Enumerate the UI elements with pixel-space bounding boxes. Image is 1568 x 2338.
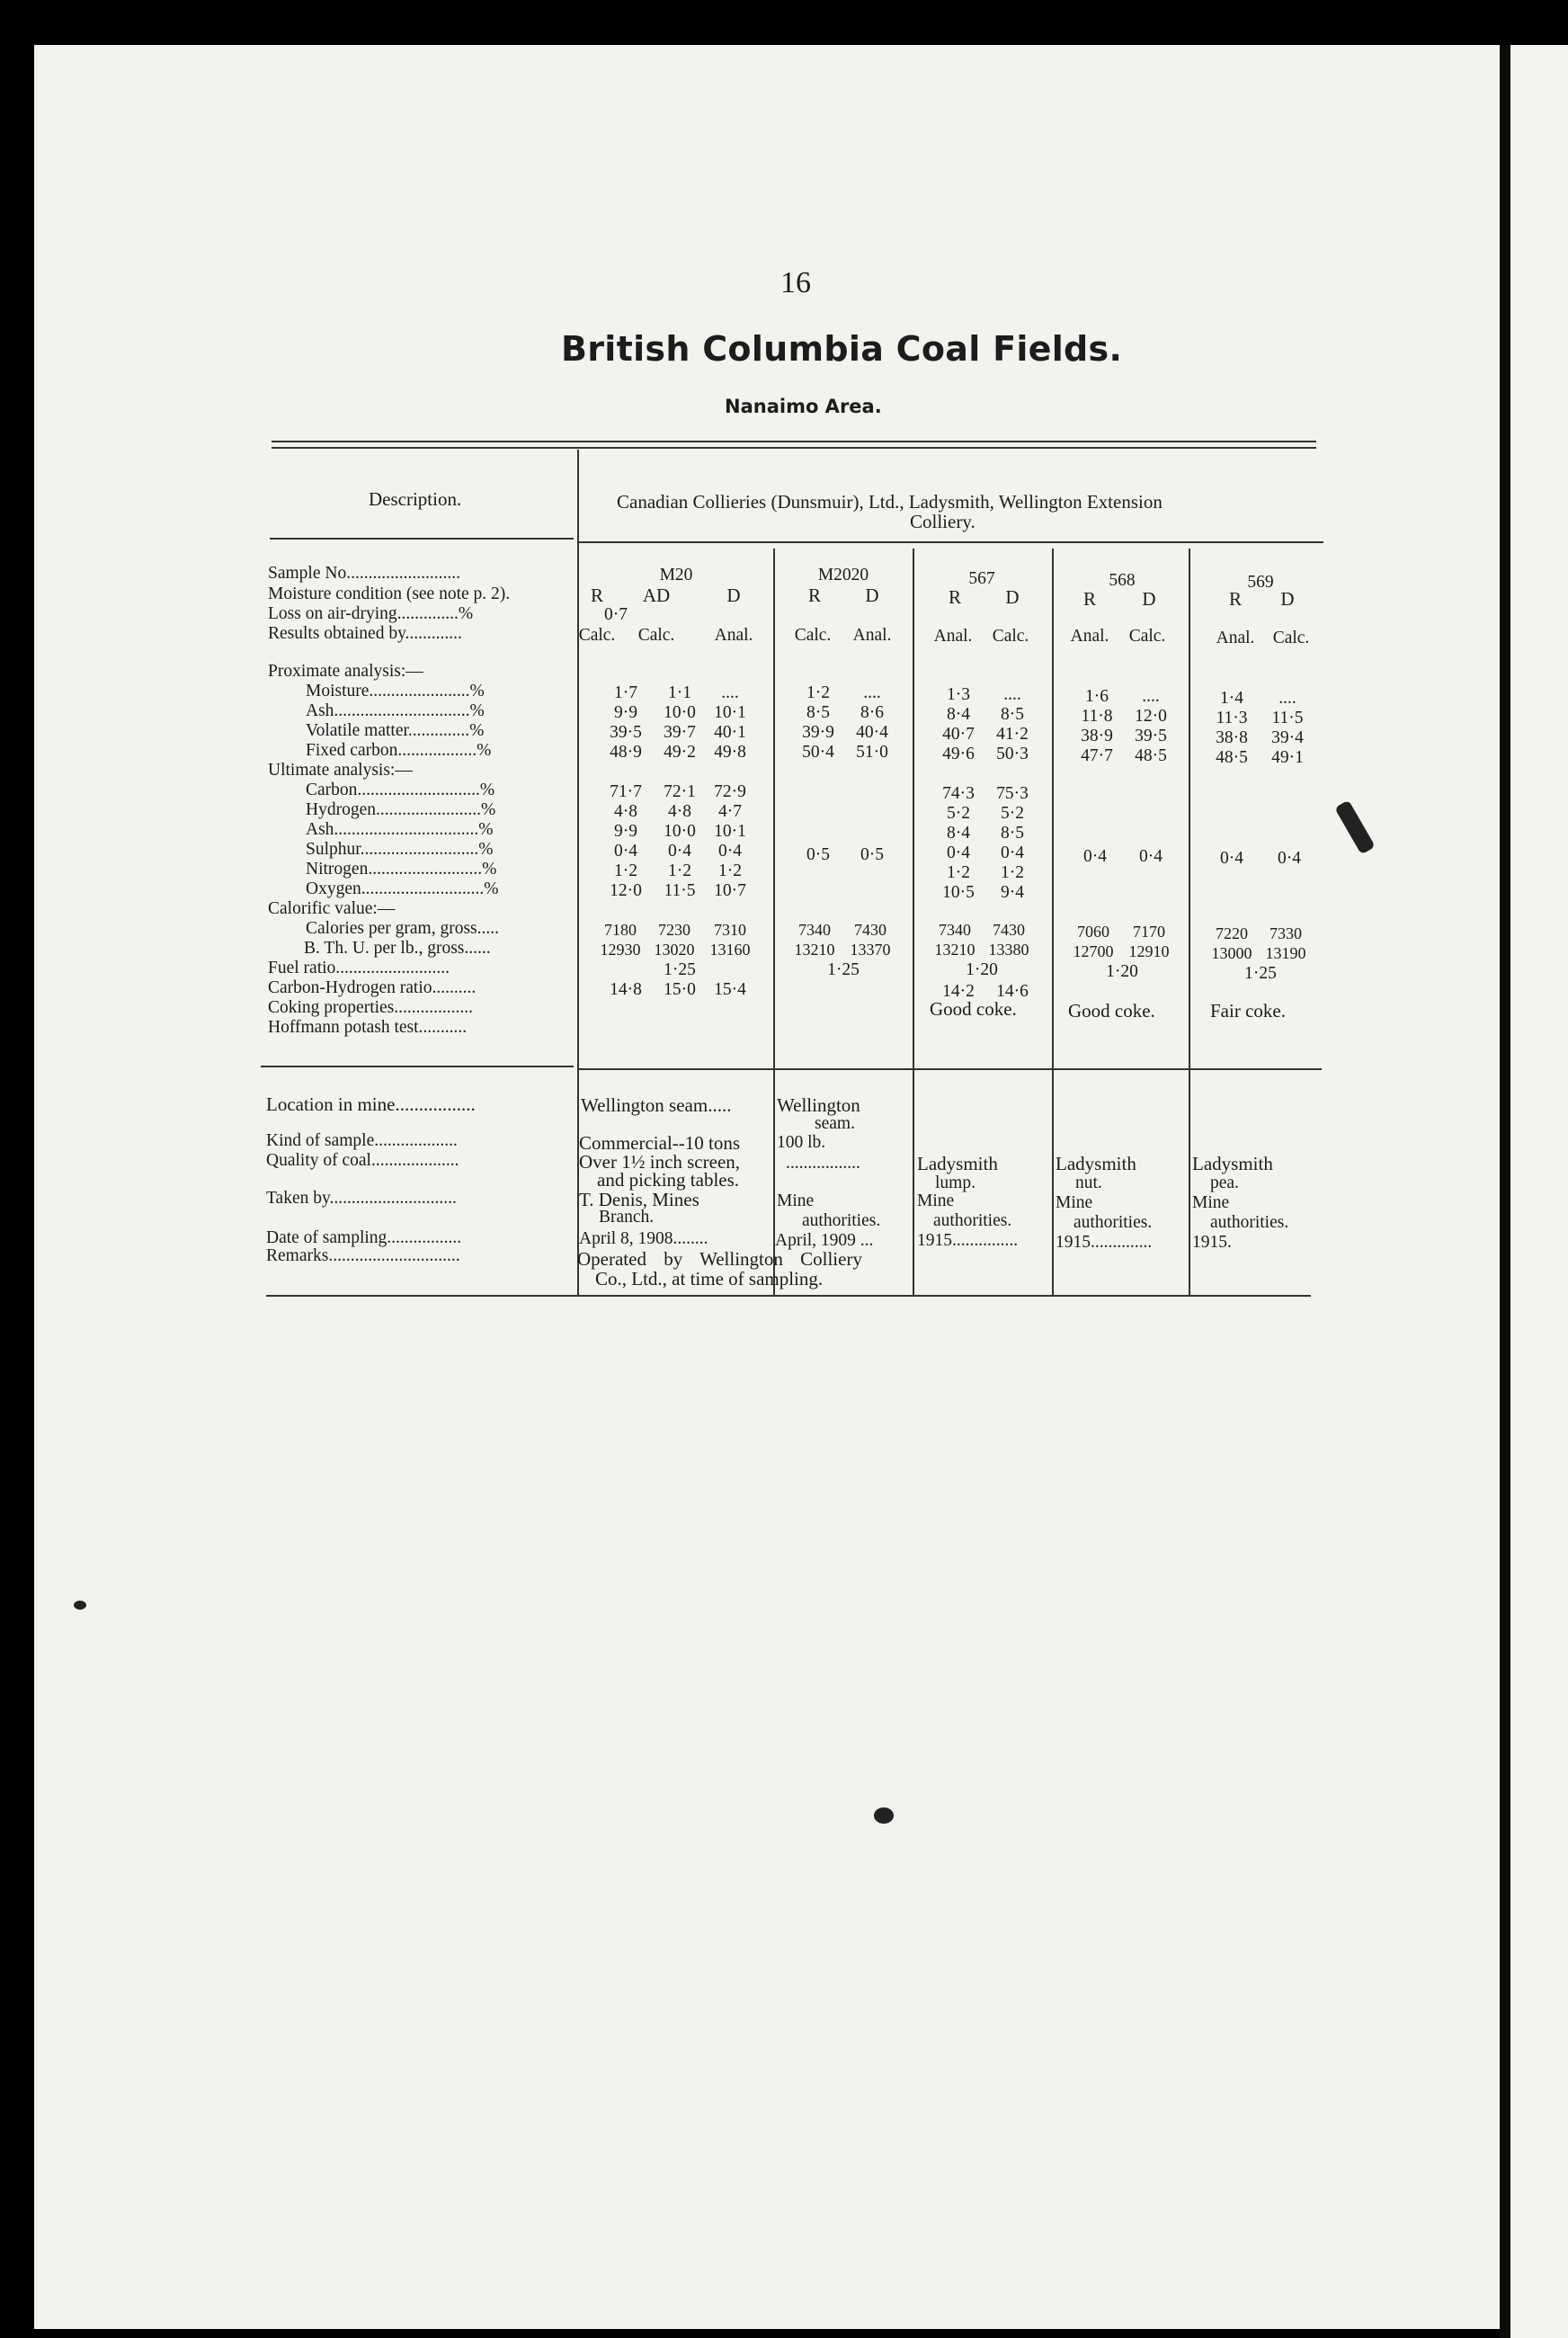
s567-volatile-d: 41·2	[996, 725, 1029, 744]
s569-volatile-r: 38·8	[1216, 728, 1248, 747]
m20-sulphur-r: 0·4	[614, 842, 637, 861]
s568-calories-r: 7060	[1077, 923, 1109, 941]
results-568-d: Calc.	[1128, 627, 1166, 646]
m20-moisture-ad: 1·1	[668, 683, 691, 702]
quality-m2020: .................	[786, 1154, 860, 1173]
s567-oxygen-r: 10·5	[942, 883, 975, 902]
s569-volatile-d: 39·4	[1271, 728, 1304, 747]
results-m20-r: Calc.	[578, 626, 616, 645]
s567-sulphur-r: 0·4	[947, 843, 970, 862]
cond-568-r: R	[1082, 588, 1096, 610]
quality-569-2: pea.	[1210, 1173, 1239, 1192]
s567-ch-ratio-r: 14·2	[942, 982, 975, 1001]
s569-fixed-carbon-d: 49·1	[1271, 748, 1304, 767]
taken-m2020: Mine	[777, 1191, 815, 1210]
m2020-moisture-r: 1·2	[806, 683, 830, 702]
s567-btu-d: 13380	[988, 941, 1029, 959]
s567-ash-r: 8·4	[947, 705, 970, 724]
s568-fixed-carbon-d: 48·5	[1135, 746, 1167, 765]
date-568: 1915..............	[1056, 1233, 1153, 1252]
m20-btu-d: 13160	[709, 941, 751, 959]
m2020-moisture-d: ....	[863, 683, 881, 702]
m20-hydrogen-d: 4·7	[718, 802, 742, 821]
m2020-ash-d: 8·6	[860, 703, 884, 722]
scanned-page	[34, 45, 1509, 2329]
s567-fixed-carbon-d: 50·3	[996, 745, 1029, 763]
date-569: 1915.	[1192, 1233, 1232, 1252]
description-underline	[270, 538, 574, 540]
location-m2020-2: seam.	[815, 1114, 855, 1133]
cond-569-r: R	[1228, 588, 1242, 610]
s568-volatile-d: 39·5	[1135, 727, 1167, 745]
quality-m20: Over 1½ inch screen,	[579, 1151, 741, 1173]
m20-volatile-r: 39·5	[610, 723, 642, 742]
m20-hydrogen-r: 4·8	[614, 802, 637, 821]
m20-ch-ratio-d: 15·4	[714, 980, 746, 999]
next-page-edge	[1510, 45, 1568, 2338]
m2020-volatile-d: 40·4	[856, 723, 888, 742]
s567-hydrogen-d: 5·2	[1001, 804, 1024, 823]
s569-calories-d: 7330	[1270, 924, 1302, 942]
s567-calories-d: 7430	[993, 921, 1025, 939]
s567-ch-ratio-d: 14·6	[996, 982, 1029, 1001]
m20-nitrogen-ad: 1·2	[668, 861, 691, 880]
label-ch-ratio: Carbon-Hydrogen ratio..........	[268, 979, 477, 997]
remarks-line1: Operated by Wellington Colliery	[577, 1248, 862, 1270]
results-568-r: Anal.	[1070, 627, 1109, 646]
page-title: British Columbia Coal Fields.	[561, 329, 1123, 369]
label-sulphur: Sulphur...........................%	[306, 841, 494, 859]
m20-calories-d: 7310	[714, 921, 746, 939]
taken-568-2: authorities.	[1074, 1213, 1153, 1232]
s567-oxygen-d: 9·4	[1001, 883, 1024, 902]
s569-btu-r: 13000	[1211, 944, 1252, 962]
loss-m20: 0·7	[604, 605, 628, 624]
m2020-sulphur-r: 0·5	[806, 845, 830, 864]
top-rule-2	[272, 447, 1316, 449]
quality-567-2: lump.	[935, 1173, 976, 1192]
label-results-by: Results obtained by.............	[268, 625, 462, 643]
label-moisture-condition: Moisture condition (see note p. 2).	[268, 585, 511, 603]
s569-moisture-d: ....	[1278, 689, 1296, 708]
label-ash: Ash...............................%	[306, 702, 485, 720]
quality-569: Ladysmith	[1192, 1153, 1273, 1174]
label-ultimate: Ultimate analysis:—	[268, 762, 413, 780]
m20-calories-r: 7180	[604, 921, 637, 939]
date-m20: April 8, 1908........	[579, 1229, 708, 1248]
m2020-fixed-carbon-d: 51·0	[856, 743, 888, 762]
s568-coking: Good coke.	[1068, 1000, 1155, 1022]
s567-nitrogen-r: 1·2	[947, 863, 970, 882]
cond-568-d: D	[1142, 588, 1156, 610]
taken-567-2: authorities.	[933, 1211, 1012, 1230]
m20-nitrogen-d: 1·2	[718, 861, 742, 880]
m2020-calories-d: 7430	[854, 921, 886, 939]
label-proximate: Proximate analysis:—	[268, 663, 423, 681]
m20-ash-ad: 10·0	[664, 703, 696, 722]
quality-568-2: nut.	[1075, 1173, 1102, 1192]
s569-coking: Fair coke.	[1210, 1000, 1286, 1022]
cond-m20-d: D	[726, 584, 741, 606]
s569-btu-d: 13190	[1265, 944, 1306, 962]
label-coking: Coking properties..................	[268, 999, 474, 1017]
s569-ash-d: 11·5	[1271, 709, 1304, 727]
page-number: 16	[780, 266, 811, 299]
col-divider-m20	[773, 549, 775, 1295]
s567-ash2-r: 8·4	[947, 824, 970, 843]
label-moisture: Moisture.......................%	[306, 683, 485, 701]
m20-carbon-ad: 72·1	[664, 782, 696, 801]
s569-moisture-r: 1·4	[1220, 689, 1243, 708]
m20-ash2-r: 9·9	[614, 822, 637, 841]
taken-569-2: authorities.	[1210, 1213, 1289, 1232]
kind-m20: Commercial--10 tons	[579, 1132, 741, 1154]
label-volatile: Volatile matter..............%	[306, 722, 485, 740]
s567-coking: Good coke.	[930, 998, 1017, 1020]
label-nitrogen: Nitrogen..........................%	[306, 861, 497, 879]
s569-sulphur-r: 0·4	[1220, 849, 1243, 868]
m20-ch-ratio-ad: 15·0	[664, 980, 696, 999]
label-carbon: Carbon............................%	[306, 781, 495, 799]
s567-btu-r: 13210	[934, 941, 976, 959]
s569-fuel-ratio: 1·25	[1244, 964, 1277, 983]
s568-ash-d: 12·0	[1135, 707, 1167, 726]
label-hydrogen: Hydrogen........................%	[306, 801, 496, 819]
m20-ash-d: 10·1	[714, 703, 746, 722]
s568-volatile-r: 38·9	[1081, 727, 1113, 745]
taken-m2020-2: authorities.	[802, 1211, 881, 1230]
col-divider-m2020	[913, 549, 914, 1295]
scan-speck	[874, 1807, 894, 1824]
s568-fixed-carbon-r: 47·7	[1081, 746, 1113, 765]
mid-rule-right	[577, 1068, 1322, 1070]
sample-m2020: M2020	[817, 566, 869, 584]
m20-fixed-carbon-d: 49·8	[714, 743, 746, 762]
results-567-r: Anal.	[933, 627, 973, 646]
m20-sulphur-ad: 0·4	[668, 842, 691, 861]
s567-carbon-d: 75·3	[996, 784, 1029, 803]
sample-569: 569	[1247, 573, 1274, 592]
mid-rule-left	[261, 1066, 574, 1067]
m20-oxygen-ad: 11·5	[664, 881, 696, 900]
m20-fixed-carbon-ad: 49·2	[664, 743, 696, 762]
sample-m20: M20	[659, 566, 693, 584]
location-m20: Wellington seam.....	[581, 1094, 732, 1116]
m20-oxygen-r: 12·0	[610, 881, 642, 900]
m20-hydrogen-ad: 4·8	[668, 802, 691, 821]
label-calorific: Calorific value:—	[268, 900, 396, 918]
scan-speck-left	[74, 1601, 86, 1610]
location-m2020: Wellington	[777, 1094, 860, 1116]
results-569-d: Calc.	[1272, 629, 1310, 647]
area-subtitle: Nanaimo Area.	[725, 396, 882, 417]
s567-moisture-d: ....	[1003, 685, 1021, 704]
colliery-underline	[577, 541, 1323, 543]
label-sample-no: Sample No..........................	[268, 565, 460, 583]
s568-ash-r: 11·8	[1081, 707, 1113, 726]
colliery-header: Canadian Collieries (Dunsmuir), Ltd., Ladysmith, Wellington Extension	[617, 491, 1163, 513]
label-remarks: Remarks..............................	[266, 1247, 460, 1265]
m2020-sulphur-d: 0·5	[860, 845, 884, 864]
m20-ash-r: 9·9	[614, 703, 637, 722]
s567-sulphur-d: 0·4	[1001, 843, 1024, 862]
m20-oxygen-d: 10·7	[714, 881, 746, 900]
m20-carbon-d: 72·9	[714, 782, 746, 801]
cond-m2020-d: D	[865, 584, 879, 606]
m2020-ash-r: 8·5	[806, 703, 830, 722]
m20-volatile-ad: 39·7	[664, 723, 696, 742]
cond-569-d: D	[1280, 588, 1295, 610]
m20-fuel-ratio: 1·25	[664, 960, 696, 979]
m20-ash2-d: 10·1	[714, 822, 746, 841]
colliery-header-2: Colliery.	[910, 511, 976, 532]
label-fuel-ratio: Fuel ratio..........................	[268, 959, 450, 977]
col-divider-567	[1052, 549, 1054, 1295]
cond-m20-r: R	[590, 584, 603, 606]
m2020-fixed-carbon-r: 50·4	[802, 743, 834, 762]
s567-nitrogen-d: 1·2	[1001, 863, 1024, 882]
taken-m20-2: Branch.	[599, 1208, 655, 1227]
results-m20-d: Anal.	[714, 626, 753, 645]
label-hoffmann: Hoffmann potash test...........	[268, 1019, 468, 1037]
m2020-volatile-r: 39·9	[802, 723, 834, 742]
description-header: Description.	[369, 488, 462, 510]
label-kind: Kind of sample...................	[266, 1132, 458, 1150]
label-date: Date of sampling.................	[266, 1229, 462, 1247]
m20-ash2-ad: 10·0	[664, 822, 696, 841]
s568-moisture-d: ....	[1142, 687, 1160, 706]
s568-sulphur-r: 0·4	[1083, 847, 1107, 866]
s567-carbon-r: 74·3	[942, 784, 975, 803]
s568-sulphur-d: 0·4	[1139, 847, 1163, 866]
s568-calories-d: 7170	[1133, 923, 1165, 941]
label-location: Location in mine.................	[266, 1095, 476, 1114]
s568-btu-r: 12700	[1073, 942, 1114, 960]
col-divider-568	[1189, 549, 1190, 1295]
cond-567-d: D	[1005, 586, 1020, 608]
results-569-r: Anal.	[1216, 629, 1255, 647]
taken-568: Mine	[1056, 1193, 1093, 1212]
results-m2020-d: Anal.	[852, 626, 892, 645]
quality-567: Ladysmith	[917, 1153, 998, 1174]
s567-hydrogen-r: 5·2	[947, 804, 970, 823]
m2020-btu-d: 13370	[850, 941, 891, 959]
quality-568: Ladysmith	[1056, 1153, 1136, 1174]
s569-sulphur-d: 0·4	[1278, 849, 1301, 868]
label-oxygen: Oxygen............................%	[306, 880, 499, 898]
top-rule-1	[272, 441, 1316, 442]
cond-m2020-r: R	[807, 584, 821, 606]
label-quality: Quality of coal....................	[266, 1152, 459, 1170]
s567-ash2-d: 8·5	[1001, 824, 1024, 843]
cond-567-r: R	[948, 586, 961, 608]
m20-volatile-d: 40·1	[714, 723, 746, 742]
remarks-line2: Co., Ltd., at time of sampling.	[595, 1268, 824, 1289]
label-loss-air-drying: Loss on air-drying..............%	[268, 605, 474, 623]
s569-calories-r: 7220	[1216, 924, 1248, 942]
m20-moisture-r: 1·7	[614, 683, 637, 702]
s567-ash-d: 8·5	[1001, 705, 1024, 724]
label-btu: B. Th. U. per lb., gross......	[304, 940, 491, 958]
label-ash2: Ash.................................%	[306, 821, 494, 839]
quality-m20-2: and picking tables.	[597, 1169, 740, 1191]
results-m20-ad: Calc.	[637, 626, 675, 645]
label-fixed-carbon: Fixed carbon..................%	[306, 742, 492, 760]
sample-568: 568	[1109, 571, 1136, 590]
m20-ch-ratio-r: 14·8	[610, 980, 642, 999]
results-m2020-r: Calc.	[794, 626, 832, 645]
m20-btu-ad: 13020	[654, 941, 695, 959]
s567-fuel-ratio: 1·20	[966, 960, 998, 979]
m2020-btu-r: 13210	[794, 941, 835, 959]
m20-sulphur-d: 0·4	[718, 842, 742, 861]
m20-calories-ad: 7230	[658, 921, 690, 939]
results-567-d: Calc.	[992, 627, 1029, 646]
s567-moisture-r: 1·3	[947, 685, 970, 704]
s567-volatile-r: 40·7	[942, 725, 975, 744]
s567-calories-r: 7340	[939, 921, 971, 939]
bottom-rule	[266, 1295, 1311, 1297]
m20-fixed-carbon-r: 48·9	[610, 743, 642, 762]
taken-567: Mine	[917, 1191, 955, 1210]
s569-ash-r: 11·3	[1216, 709, 1248, 727]
m2020-calories-r: 7340	[798, 921, 831, 939]
label-taken: Taken by.............................	[266, 1190, 457, 1208]
label-calories: Calories per gram, gross.....	[306, 920, 499, 938]
taken-m20: T. Denis, Mines	[579, 1189, 699, 1210]
s567-fixed-carbon-r: 49·6	[942, 745, 975, 763]
s569-fixed-carbon-r: 48·5	[1216, 748, 1248, 767]
sample-567: 567	[968, 569, 995, 588]
kind-m2020: 100 lb.	[777, 1133, 826, 1152]
m2020-fuel-ratio: 1·25	[827, 960, 860, 979]
m20-btu-r: 12930	[600, 941, 641, 959]
date-567: 1915...............	[917, 1231, 1019, 1250]
m20-nitrogen-r: 1·2	[614, 861, 637, 880]
s568-btu-d: 12910	[1128, 942, 1170, 960]
m20-carbon-r: 71·7	[610, 782, 642, 801]
s568-fuel-ratio: 1·20	[1106, 962, 1138, 981]
date-m2020: April, 1909 ...	[775, 1231, 874, 1250]
cond-m20-ad: AD	[642, 584, 671, 606]
m20-moisture-d: ....	[721, 683, 739, 702]
s568-moisture-r: 1·6	[1085, 687, 1109, 706]
taken-569: Mine	[1192, 1193, 1230, 1212]
